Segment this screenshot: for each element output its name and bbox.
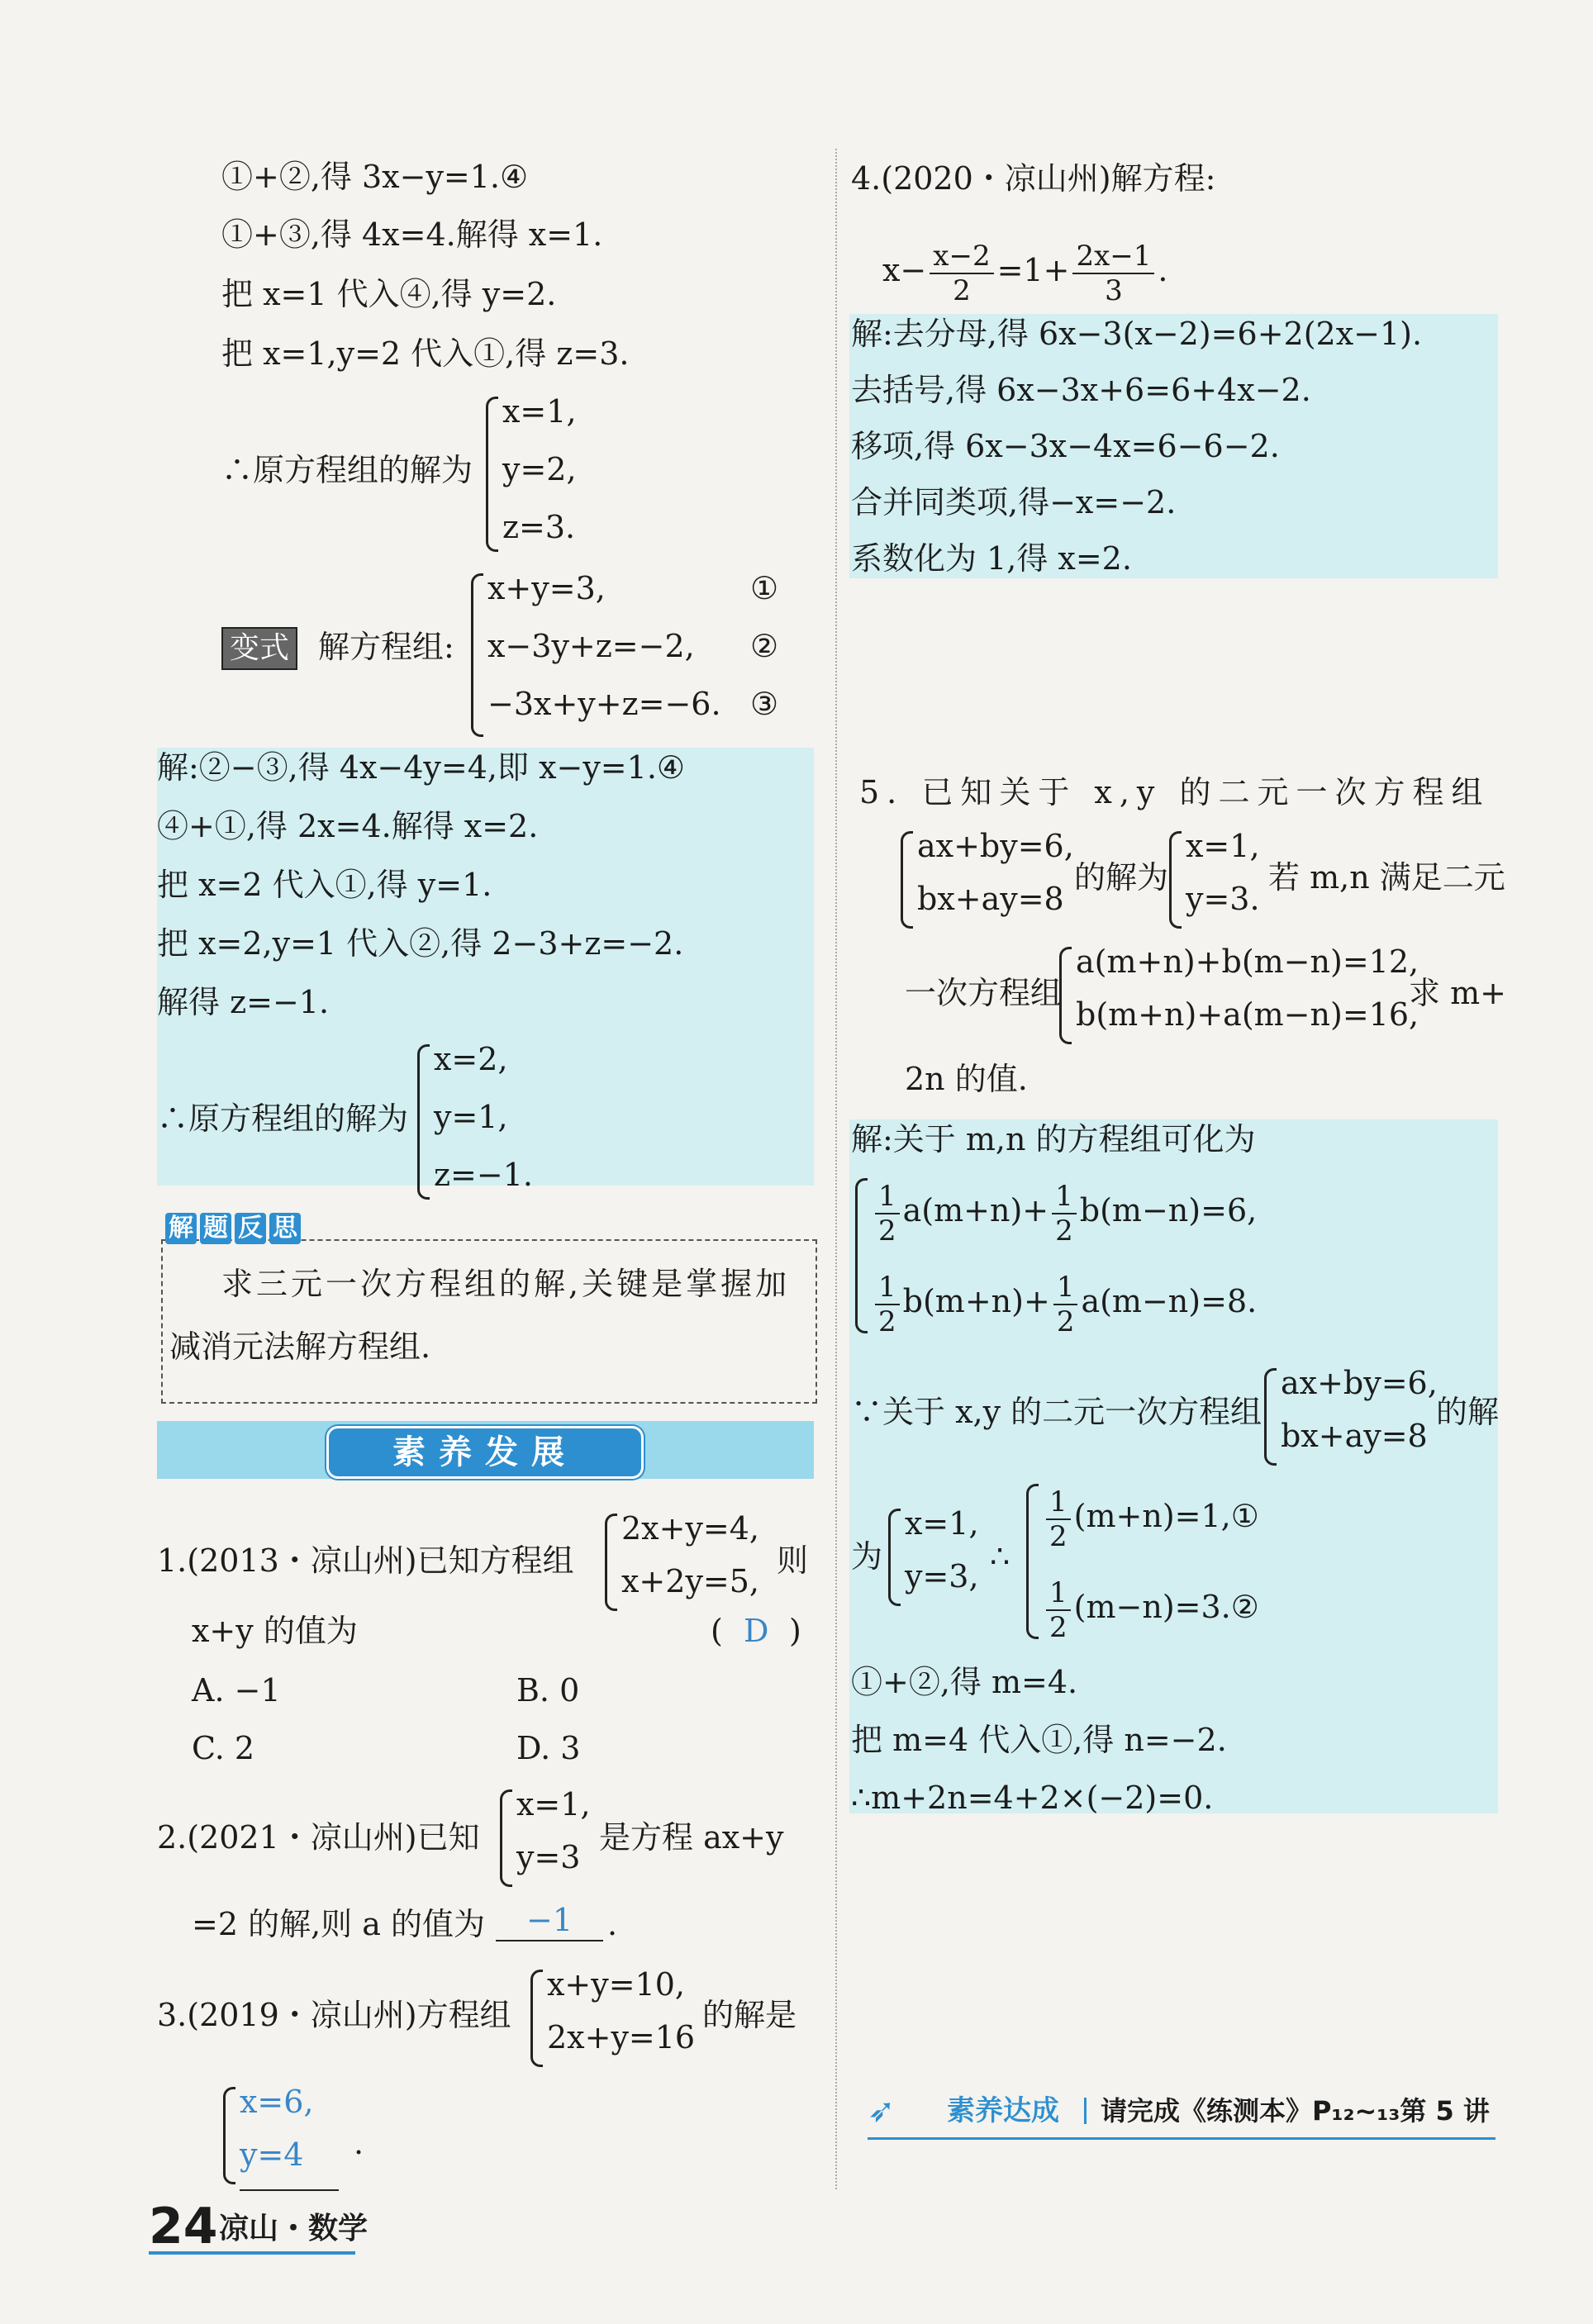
equation-system xyxy=(905,1504,987,1611)
reflection-tag: 思 xyxy=(269,1213,301,1244)
solution-line: 移项,得 6x−3x−4x=6−6−2. xyxy=(851,428,1280,464)
question-1: 1.(2013・凉山州)已知方程组 xyxy=(157,1542,574,1579)
equation: x=1, xyxy=(1186,828,1260,864)
reflection-tag: 反 xyxy=(235,1213,266,1244)
punctuation: . xyxy=(354,2125,364,2161)
reflection-tags xyxy=(165,1213,304,1244)
equation-number: ① xyxy=(750,570,779,606)
equation: y=4 xyxy=(240,2136,304,2173)
equation-part: a(m+n)+ xyxy=(902,1192,1049,1229)
fraction xyxy=(875,1180,900,1248)
fraction xyxy=(875,1271,900,1338)
fraction xyxy=(1072,240,1154,307)
equation: y=1, xyxy=(434,1099,508,1135)
equation: ax+by=6, xyxy=(917,828,1074,864)
solution-line: 的解 xyxy=(1436,1394,1500,1430)
denominator: 2 xyxy=(1056,1305,1075,1338)
equation: x+2y=5, xyxy=(621,1563,760,1599)
fraction xyxy=(1053,1271,1078,1338)
reminder-title: 素养达成 xyxy=(947,2094,1059,2127)
question-text: 2n 的值. xyxy=(905,1061,1028,1097)
equation-system xyxy=(917,826,1074,934)
reflection-tag: 题 xyxy=(200,1213,231,1244)
reflection-tag: 解 xyxy=(165,1213,197,1244)
numerator: 1 xyxy=(1052,1180,1077,1214)
denominator: 2 xyxy=(953,273,971,307)
equation: bx+ay=8 xyxy=(917,881,1064,917)
step-line: ①+②,得 3x−y=1.④ xyxy=(221,159,529,195)
solution-system xyxy=(434,1039,566,1205)
equation-system xyxy=(621,1509,770,1616)
numerator: 1 xyxy=(875,1180,900,1214)
fraction xyxy=(1052,1180,1077,1248)
solution-line: 为 xyxy=(851,1538,883,1575)
denominator: 2 xyxy=(878,1305,896,1338)
column-divider xyxy=(835,149,837,2189)
numerator: 1 xyxy=(1046,1485,1071,1520)
equation: x=1, xyxy=(905,1505,979,1542)
equation-part: a(m−n)=8. xyxy=(1081,1283,1258,1319)
option-b: B. 0 xyxy=(516,1672,580,1709)
solution-prefix: ∴原方程组的解为 xyxy=(157,1100,409,1137)
equation-part: (m−n)=3.② xyxy=(1073,1589,1259,1625)
equation-system xyxy=(1043,1479,1291,1644)
solution-line: 把 x=2,y=1 代入②,得 2−3+z=−2. xyxy=(157,925,684,962)
equation: y=2, xyxy=(502,451,577,487)
option-c: C. 2 xyxy=(192,1730,255,1766)
solution-line: 解:去分母,得 6x−3(x−2)=6+2(2x−1). xyxy=(851,316,1423,352)
practice-reminder xyxy=(868,2086,1496,2136)
solution-line: ①+②,得 m=4. xyxy=(851,1664,1078,1700)
section-title: 素养发展 xyxy=(326,1426,644,1479)
footer-underline xyxy=(149,2251,355,2255)
equation-system xyxy=(1281,1363,1438,1471)
equation: −3x+y+z=−6. xyxy=(487,686,721,722)
denominator: 3 xyxy=(1105,273,1123,307)
question-text: 是方程 ax+y xyxy=(599,1819,784,1856)
equation-part: (m+n)=1,① xyxy=(1073,1498,1259,1534)
step-line: 把 x=1,y=2 代入①,得 z=3. xyxy=(221,335,630,372)
equation-system xyxy=(1076,942,1419,1049)
solution-line: 系数化为 1,得 x=2. xyxy=(851,540,1132,577)
solution-line: ∴ xyxy=(990,1538,1010,1575)
equation: x=1, xyxy=(502,393,577,430)
equation xyxy=(1043,1479,1259,1553)
reflection-text: 求三元一次方程组的解,关键是掌握加 xyxy=(221,1266,791,1302)
equation-system xyxy=(487,568,744,742)
fraction xyxy=(1046,1576,1071,1644)
question-text: 的解是 xyxy=(702,1997,797,2033)
denominator: 2 xyxy=(878,1214,896,1248)
equation: z=3. xyxy=(502,509,576,545)
question-4: 4.(2020・凉山州)解方程: xyxy=(851,160,1216,197)
solution-line: 把 x=2 代入①,得 y=1. xyxy=(157,867,492,903)
equation-system xyxy=(547,1965,696,2072)
option-a: A. −1 xyxy=(192,1672,281,1709)
equation: x+y=10, xyxy=(547,1966,686,2003)
equation-system xyxy=(872,1173,1301,1338)
equation xyxy=(882,233,1167,307)
question-text: 的解为 xyxy=(1074,859,1169,896)
equation-part: =1+ xyxy=(996,252,1070,288)
question-2: 2.(2021・凉山州)已知 xyxy=(157,1819,480,1856)
equation-part: b(m−n)=6, xyxy=(1079,1192,1258,1229)
runner-icon: ➶ xyxy=(868,2092,896,2130)
equation-number: ③ xyxy=(750,686,779,722)
equation: b(m+n)+a(m−n)=16, xyxy=(1076,996,1419,1033)
numerator: 1 xyxy=(1046,1576,1071,1611)
solution-line: 把 m=4 代入①,得 n=−2. xyxy=(851,1722,1227,1758)
numerator: x−2 xyxy=(930,240,993,274)
book-subject: 凉山・数学 xyxy=(219,2212,369,2246)
equation-system xyxy=(1186,826,1277,934)
question-5: 5. 已知关于 x,y 的二元一次方程组 xyxy=(859,774,1491,810)
variant-text: 解方程组: xyxy=(318,629,454,665)
equation-part: x− xyxy=(882,252,927,288)
equation: a(m+n)+b(m−n)=12, xyxy=(1076,943,1419,980)
numerator: 1 xyxy=(1053,1271,1078,1305)
denominator: 2 xyxy=(1055,1214,1073,1248)
question-text: 若 m,n 满足二元 xyxy=(1268,859,1505,896)
solution-prefix: ∴原方程组的解为 xyxy=(221,452,473,488)
equation: ax+by=6, xyxy=(1281,1365,1438,1401)
equation-part: . xyxy=(1158,252,1168,288)
solution-line: 去括号,得 6x−3x+6=6+4x−2. xyxy=(851,372,1311,408)
step-line: ①+③,得 4x=4.解得 x=1. xyxy=(221,216,603,253)
equation: 2x+y=4, xyxy=(621,1510,760,1547)
equation: x=1, xyxy=(516,1786,591,1823)
answer-bracket: ( xyxy=(711,1613,723,1649)
divider xyxy=(1084,2098,1087,2124)
question-3: 3.(2019・凉山州)方程组 xyxy=(157,1997,511,2033)
reflection-text: 减消元法解方程组. xyxy=(169,1328,431,1365)
equation-number: ② xyxy=(750,628,779,664)
numerator: 2x−1 xyxy=(1072,240,1154,274)
answer-value: −1 xyxy=(496,1900,603,1941)
solution-line: 解:②−③,得 4x−4y=4,即 x−y=1.④ xyxy=(157,749,685,786)
equation-system xyxy=(516,1785,591,1892)
question-text: 求 m+ xyxy=(1409,975,1506,1011)
option-d: D. 3 xyxy=(516,1730,581,1766)
question-text: =2 的解,则 a 的值为 xyxy=(192,1906,485,1942)
equation: y=3. xyxy=(1186,881,1260,917)
answer-blank xyxy=(496,1900,603,1941)
answer-choice: D xyxy=(744,1613,769,1649)
answer-bracket: ) xyxy=(789,1613,801,1649)
equation xyxy=(872,1173,1257,1248)
solution-system xyxy=(502,392,635,557)
variant-label: 变式 xyxy=(221,627,297,670)
numerator: 1 xyxy=(875,1271,900,1305)
underline xyxy=(868,2137,1496,2140)
equation: x=6, xyxy=(240,2084,314,2120)
solution-line: 解得 z=−1. xyxy=(157,984,330,1020)
fraction xyxy=(1046,1485,1071,1553)
solution-line: 合并同类项,得−x=−2. xyxy=(851,484,1177,520)
step-line: 把 x=1 代入④,得 y=2. xyxy=(221,276,557,312)
solution-line: ∴m+2n=4+2×(−2)=0. xyxy=(851,1780,1214,1816)
equation-part: b(m+n)+ xyxy=(902,1283,1050,1319)
question-text: x+y 的值为 xyxy=(192,1613,358,1649)
equation xyxy=(1043,1570,1259,1644)
equation: y=3, xyxy=(905,1558,979,1594)
fraction xyxy=(930,240,993,307)
punctuation: . xyxy=(607,1906,618,1942)
page-number: 24 xyxy=(149,2198,218,2255)
reminder-text: 请完成《练测本》P₁₂~₁₃第 5 讲 xyxy=(1101,2095,1490,2127)
question-text: 一次方程组 xyxy=(905,975,1063,1011)
equation: x−3y+z=−2, xyxy=(487,628,695,664)
solution-line: ∵关于 x,y 的二元一次方程组 xyxy=(851,1394,1263,1430)
equation xyxy=(872,1264,1257,1338)
answer-system xyxy=(240,2082,339,2191)
equation: x+y=3, xyxy=(487,570,606,606)
equation: 2x+y=16 xyxy=(547,2019,696,2055)
equation: y=3 xyxy=(516,1839,581,1875)
equation: bx+ay=8 xyxy=(1281,1418,1428,1454)
equation: z=−1. xyxy=(434,1157,533,1193)
question-text: 则 xyxy=(777,1542,809,1579)
denominator: 2 xyxy=(1049,1519,1068,1553)
equation: x=2, xyxy=(434,1041,508,1077)
solution-line: 解:关于 m,n 的方程组可化为 xyxy=(851,1121,1256,1157)
solution-line: ④+①,得 2x=4.解得 x=2. xyxy=(157,808,539,844)
denominator: 2 xyxy=(1049,1610,1068,1644)
